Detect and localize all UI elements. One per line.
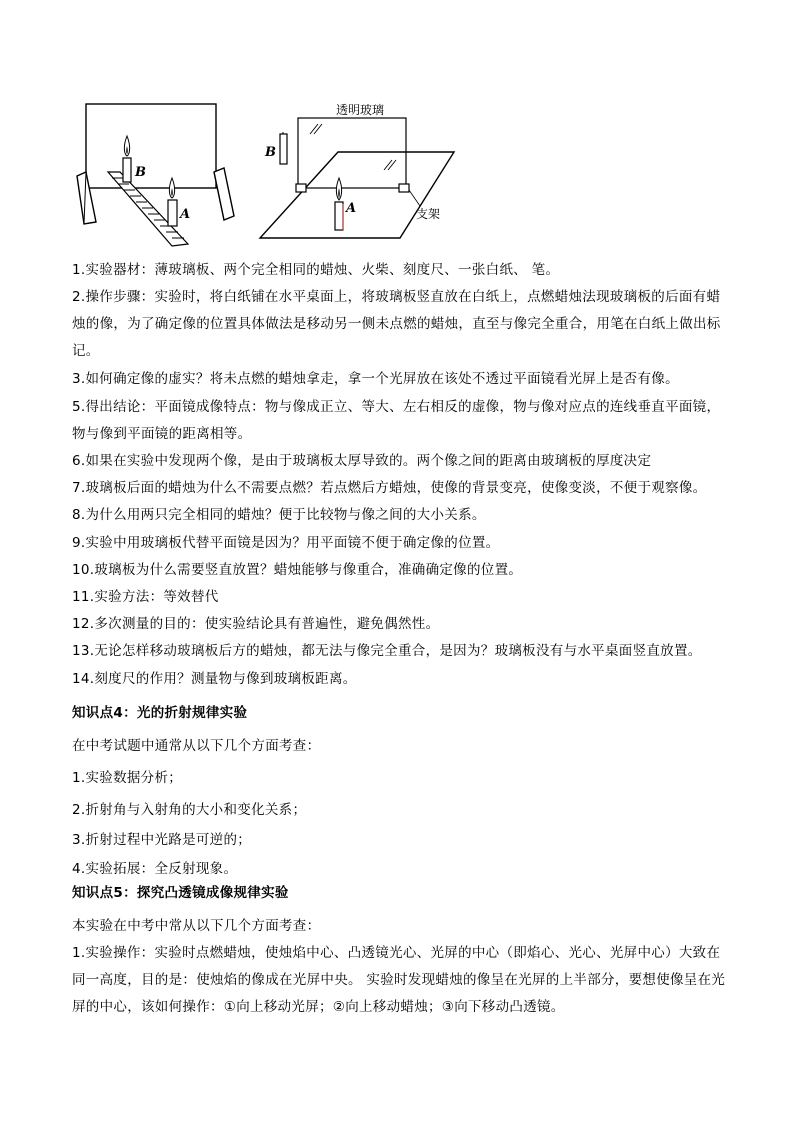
- item-3: 3.如何确定像的虚实？将未点燃的蜡烛拿走，拿一个光屏放在该处不透过平面镜看光屏上是否有像。: [72, 371, 679, 387]
- item-14: 14.刻度尺的作用？测量物与像到玻璃板距离。: [72, 671, 357, 687]
- section-4-point-3: 3.折射过程中光路是可逆的；: [72, 832, 252, 848]
- section-5-heading: 知识点5：探究凸透镜成像规律实验: [72, 885, 289, 901]
- label-a-right: A: [346, 201, 357, 216]
- label-a: A: [180, 207, 191, 222]
- glass-label: 透明玻璃: [336, 103, 385, 117]
- item-8: 8.为什么用两只完全相同的蜡烛？便于比较物与像之间的大小关系。: [72, 507, 486, 523]
- label-b-right: B: [265, 145, 276, 160]
- experiment-figure-perspective: [256, 100, 466, 245]
- section-5-intro: 本实验在中考中常从以下几个方面考查：: [72, 918, 321, 934]
- item-9: 9.实验中用玻璃板代替平面镜是因为？用平面镜不便于确定像的位置。: [72, 535, 500, 551]
- item-1: 1.实验器材：薄玻璃板、两个完全相同的蜡烛、火柴、刻度尺、一张白纸、 笔。: [72, 262, 560, 278]
- item-10: 10.玻璃板为什么需要竖直放置？蜡烛能够与像重合，准确确定像的位置。: [72, 562, 523, 578]
- item-13: 13.无论怎样移动玻璃板后方的蜡烛，都无法与像完全重合，是因为？玻璃板没有与水平桌面竖直放置。: [72, 643, 702, 659]
- item-7: 7.玻璃板后面的蜡烛为什么不需要点燃？若点燃后方蜡烛，使像的背景变亮，使像变淡，不便于观察像。: [72, 480, 707, 496]
- section-5-point-1: 1.实验操作：实验时点燃蜡烛，使烛焰中心、凸透镜光心、光屏的中心（即焰心、光心、光屏中心）大致在同一高度，目的是：使烛焰的像成在光屏中央。 实验时发现蜡烛的像呈在光屏的上半部分，要想使像呈在光屏的中心，该如何操作：①向上移动光屏；②向上移动蜡烛；③向下移动凸透镜。: [72, 945, 726, 1015]
- item-5: 5.得出结论：平面镜成像特点：物与像成正立、等大、左右相反的虚像，物与像对应点的连线垂直平面镜，物与像到平面镜的距离相等。: [72, 399, 721, 442]
- section-4-point-4: 4.实验拓展：全反射现象。: [72, 861, 238, 877]
- section-4-heading: 知识点4：光的折射规律实验: [72, 705, 248, 721]
- item-11: 11.实验方法：等效替代: [72, 589, 219, 605]
- stand-label: 支架: [416, 207, 441, 221]
- section-4-point-1: 1.实验数据分析；: [72, 770, 183, 786]
- label-b: B: [135, 165, 146, 180]
- item-12: 12.多次测量的目的：使实验结论具有普遍性，避免偶然性。: [72, 616, 440, 632]
- item-2: 2.操作步骤：实验时，将白纸铺在水平桌面上，将玻璃板竖直放在白纸上，点燃蜡烛法现玻璃板的后面有蜡烛的像，为了确定像的位置具体做法是移动另一侧未点燃的蜡烛，直至与像完全重合，用笔在白纸上做出标记。: [72, 289, 721, 359]
- experiment-figure-front: [72, 100, 242, 250]
- section-4-intro: 在中考试题中通常从以下几个方面考查：: [72, 738, 321, 754]
- item-6: 6.如果在实验中发现两个像，是由于玻璃板太厚导致的。两个像之间的距离由玻璃板的厚度决定: [72, 453, 652, 469]
- section-4-point-2: 2.折射角与入射角的大小和变化关系；: [72, 802, 307, 818]
